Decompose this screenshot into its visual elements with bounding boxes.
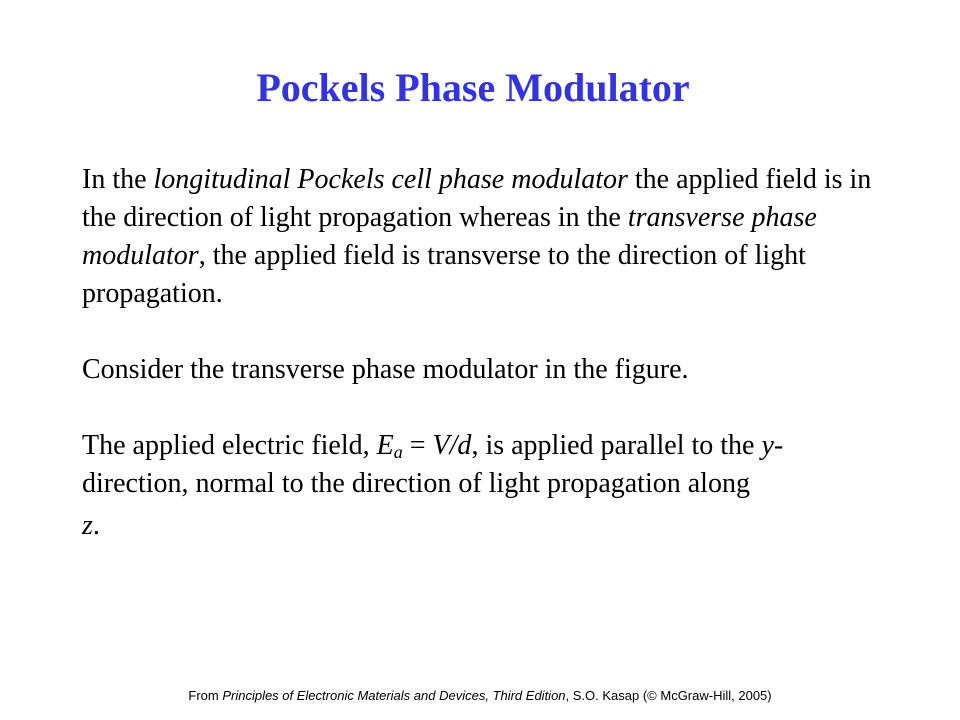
citation-book-title: Principles of Electronic Materials and Devices, Third Edition [222, 688, 566, 703]
z-axis-symbol: z [82, 510, 93, 541]
equals-sign: = [402, 430, 433, 461]
transverse-term: transverse phase modulator [82, 202, 817, 271]
citation-author: , S.O. Kasap (© McGraw-Hill, 2005) [565, 688, 772, 703]
field-symbol: E [376, 430, 394, 461]
paragraph-applied-field [82, 427, 882, 545]
paragraph3-text-1: The applied electric field, [82, 430, 377, 461]
y-axis-symbol: y [761, 430, 774, 461]
paragraph-modulator-types [82, 161, 882, 313]
paragraph3-text-3: -direction, normal to the direction of light propagation along [82, 430, 784, 499]
paragraph-consider: Consider the transverse phase modulator in the figure. [82, 354, 689, 385]
source-citation [0, 688, 960, 704]
paragraph3-text-2: , is applied parallel to the [471, 430, 762, 461]
field-subscript: a [393, 442, 403, 462]
longitudinal-term: longitudinal Pockels cell phase modulator [153, 164, 628, 195]
paragraph1-text-1: In the [82, 164, 154, 195]
voltage-over-distance: V/d [432, 430, 472, 461]
slide-title: Pockels Phase Modulator [256, 65, 690, 110]
period: . [92, 510, 100, 541]
paragraph1-text-2: the applied field is in the direction of light propagation whereas in the [82, 164, 872, 233]
citation-from: From [188, 688, 223, 703]
paragraph1-text-3: , the applied field is transverse to the direction of light propagation. [82, 240, 806, 309]
